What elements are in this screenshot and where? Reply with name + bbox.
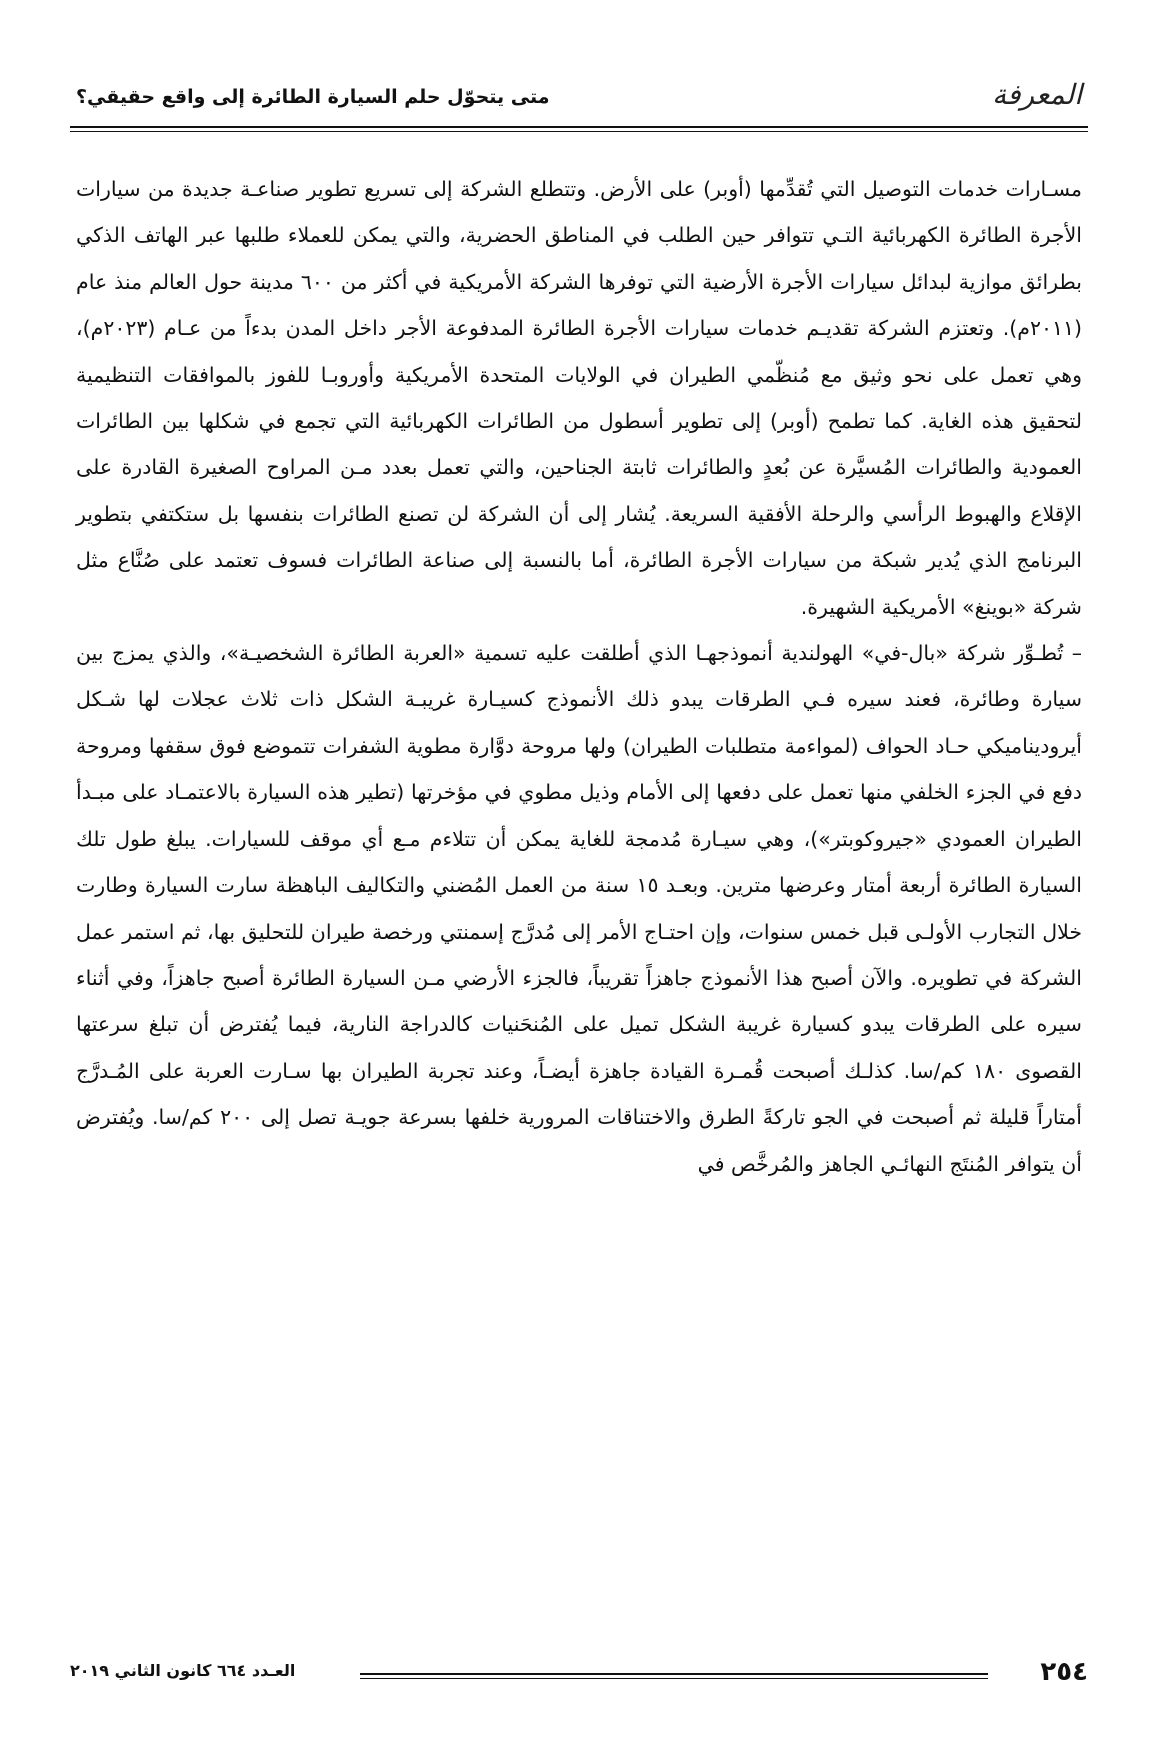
article-body xyxy=(76,166,1082,1187)
page-header xyxy=(70,72,1088,118)
paragraph: مسـارات خدمات التوصيل التي تُقدِّمها (أوبر) على الأرض. وتتطلع الشركة إلى تسريع تطوير صناعـة جديدة من سيارات الأجرة الطائرة الكهربائية التـي تتوافر حين الطلب في المناطق الحضرية، والتي يمكن للعملاء طلبها عبر الهاتف الذكي بطرائق موازية لبدائل سيارات الأجرة الأرضية التي توفرها الشركة الأمريكية في أكثر من ٦٠٠ مدينة حول العالم منذ عام (٢٠١١م). وتعتزم الشركة تقديـم خدمات سيارات الأجرة الطائرة المدفوعة الأجر داخل المدن بدءاً من عـام (٢٠٢٣م)، وهي تعمل على نحو وثيق مع مُنظّمي الطيران في الولايات المتحدة الأمريكية وأوروبـا للفوز بالموافقات التنظيمية لتحقيق هذه الغاية. كما تطمح (أوبر) إلى تطوير أسطول من الطائرات الكهربائية التي تجمع في شكلها بين الطائرات العمودية والطائرات المُسيَّرة عن بُعدٍ والطائرات ثابتة الجناحين، والتي تعمل بعدد مـن المراوح الصغيرة القادرة على الإقلاع والهبوط الرأسي والرحلة الأفقية السريعة. يُشار إلى أن الشركة لن تصنع الطائرات بنفسها بل ستكتفي بتطوير البرنامج الذي يُدير شبكة من سيارات الأجرة الطائرة، أما بالنسبة إلى صناعة الطائرات فسوف تعتمد على صُنَّاع مثل شركة «بوينغ» الأمريكية الشهيرة. xyxy=(76,177,1082,619)
page-footer xyxy=(70,1655,1088,1695)
header-rule xyxy=(70,126,1088,128)
footer-rule-thin xyxy=(360,1678,988,1679)
page-number: ٢٥٤ xyxy=(1040,1657,1088,1687)
footer-rule xyxy=(360,1673,988,1675)
running-title: متى يتحوّل حلم السيارة الطائرة إلى واقع حقيقي؟ xyxy=(76,86,550,108)
paragraph: – تُطـوِّر شركة «بال-في» الهولندية أنموذجهـا الذي أطلقت عليه تسمية «العربة الطائرة الشخصيـة»، والذي يمزج بين سيارة وطائرة، فعند سيره فـي الطرقات يبدو ذلك الأنموذج كسيـارة غريبـة الشكل ذات ثلاث عجلات لها شـكل أيروديناميكي حـاد الحواف (لمواءمة متطلبات الطيران) ولها مروحة دوَّارة مطوية الشفرات تتموضع فوق سقفها ومروحة دفع في الجزء الخلفي منها تعمل على دفعها إلى الأمام وذيل مطوي في مؤخرتها (تطير هذه السيارة بالاعتمـاد على مبـدأ الطيران العمودي «جيروكوبتر»)، وهي سيـارة مُدمجة للغاية يمكن أن تتلاءم مـع أي موقف للسيارات. يبلغ طول تلك السيارة الطائرة أربعة أمتار وعرضها مترين. وبعـد ١٥ سنة من العمل المُضني والتكاليف الباهظة سارت السيارة وطارت خلال التجارب الأولـى قبل خمس سنوات، وإن احتـاج الأمر إلى مُدرَّج إسمنتي ورخصة طيران للتحليق بها، ثم استمر عمل الشركة في تطويره. والآن أصبح هذا الأنموذج جاهزاً تقريباً، فالجزء الأرضي مـن السيارة الطائرة أصبح جاهزاً، وفي أثناء سيره على الطرقات يبدو كسيارة غريبة الشكل تميل على المُنحَنيات كالدراجة النارية، فيما يُفترض أن تبلغ سرعتها القصوى ١٨٠ كم/سا. كذلـك أصبحت قُمـرة القيادة جاهزة أيضـاً، وعند تجربة الطيران بها سـارت العربة على المُـدرَّج أمتاراً قليلة ثم أصبحت في الجو تاركةً الطرق والاختناقات المرورية خلفها بسرعة جويـة تصل إلى ٢٠٠ كم/سا. ويُفترض أن يتوافر المُنتَج النهائـي الجاهز والمُرخَّص في xyxy=(76,641,1082,1176)
magazine-logo: المعرفة xyxy=(992,78,1082,111)
issue-info: العـدد ٦٦٤ كانون الثاني ٢٠١٩ xyxy=(70,1661,296,1680)
header-rule-thin xyxy=(70,131,1088,132)
